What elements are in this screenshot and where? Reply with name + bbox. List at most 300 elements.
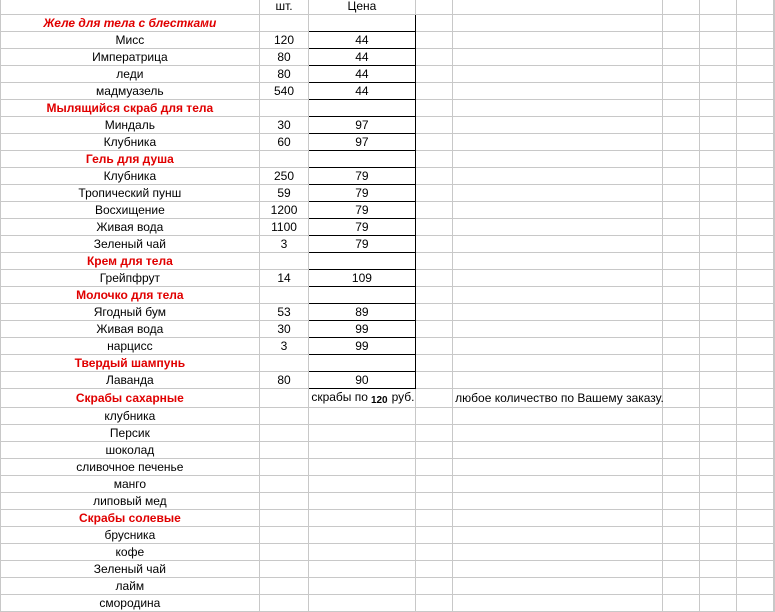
cell[interactable] <box>662 321 699 338</box>
quantity-cell[interactable]: 3 <box>259 236 309 253</box>
quantity-cell[interactable] <box>259 442 309 459</box>
quantity-cell[interactable] <box>259 561 309 578</box>
cell[interactable] <box>773 578 774 595</box>
price-cell[interactable] <box>309 544 415 561</box>
cell[interactable] <box>662 83 699 100</box>
cell[interactable] <box>453 168 663 185</box>
cell[interactable] <box>736 66 773 83</box>
price-cell[interactable] <box>309 510 415 527</box>
price-cell[interactable]: 44 <box>309 66 415 83</box>
cell[interactable] <box>736 49 773 66</box>
cell[interactable] <box>662 544 699 561</box>
cell[interactable] <box>453 408 663 425</box>
quantity-cell[interactable] <box>259 287 309 304</box>
cell[interactable] <box>662 561 699 578</box>
price-cell[interactable] <box>309 355 415 372</box>
cell[interactable] <box>773 372 774 389</box>
cell[interactable] <box>415 151 453 168</box>
cell[interactable] <box>415 202 453 219</box>
cell[interactable] <box>415 527 453 544</box>
cell[interactable] <box>453 100 663 117</box>
cell[interactable] <box>736 151 773 168</box>
cell[interactable] <box>699 510 736 527</box>
price-cell[interactable] <box>309 493 415 510</box>
product-name[interactable]: Клубника <box>1 168 260 185</box>
price-cell[interactable]: 79 <box>309 219 415 236</box>
cell[interactable] <box>736 578 773 595</box>
section-title[interactable]: Гель для душа <box>1 151 260 168</box>
cell[interactable] <box>662 185 699 202</box>
cell[interactable] <box>415 355 453 372</box>
product-name[interactable]: Живая вода <box>1 219 260 236</box>
cell[interactable] <box>415 372 453 389</box>
cell[interactable] <box>773 117 774 134</box>
cell[interactable] <box>773 459 774 476</box>
cell[interactable] <box>736 321 773 338</box>
cell[interactable] <box>415 100 453 117</box>
cell[interactable] <box>415 578 453 595</box>
cell[interactable] <box>699 561 736 578</box>
cell[interactable] <box>453 185 663 202</box>
cell[interactable] <box>453 287 663 304</box>
product-name[interactable]: Зеленый чай <box>1 236 260 253</box>
cell[interactable] <box>415 321 453 338</box>
quantity-cell[interactable] <box>259 15 309 32</box>
product-name[interactable]: Грейпфрут <box>1 270 260 287</box>
cell[interactable] <box>699 83 736 100</box>
cell[interactable] <box>415 32 453 49</box>
cell[interactable] <box>773 236 774 253</box>
cell[interactable] <box>699 442 736 459</box>
cell[interactable] <box>453 442 663 459</box>
cell[interactable] <box>415 510 453 527</box>
price-cell[interactable]: 99 <box>309 321 415 338</box>
section-title[interactable]: Мылящийся скраб для тела <box>1 100 260 117</box>
price-cell[interactable]: 97 <box>309 134 415 151</box>
cell[interactable] <box>415 561 453 578</box>
price-cell[interactable]: 89 <box>309 304 415 321</box>
cell[interactable] <box>415 253 453 270</box>
cell[interactable] <box>773 253 774 270</box>
cell[interactable] <box>453 459 663 476</box>
cell[interactable] <box>699 219 736 236</box>
cell[interactable] <box>699 476 736 493</box>
quantity-cell[interactable]: 1100 <box>259 219 309 236</box>
cell[interactable] <box>699 544 736 561</box>
product-name[interactable]: кофе <box>1 544 260 561</box>
quantity-cell[interactable]: 250 <box>259 168 309 185</box>
cell[interactable] <box>415 408 453 425</box>
cell[interactable] <box>736 561 773 578</box>
cell[interactable] <box>699 32 736 49</box>
cell[interactable] <box>699 338 736 355</box>
product-name[interactable]: Клубника <box>1 134 260 151</box>
cell[interactable] <box>773 32 774 49</box>
quantity-cell[interactable] <box>259 578 309 595</box>
cell[interactable] <box>415 425 453 442</box>
cell[interactable] <box>415 389 453 408</box>
quantity-cell[interactable] <box>259 510 309 527</box>
cell[interactable] <box>453 117 663 134</box>
cell[interactable] <box>453 219 663 236</box>
cell[interactable] <box>415 219 453 236</box>
cell[interactable] <box>773 338 774 355</box>
cell[interactable] <box>662 236 699 253</box>
cell[interactable] <box>699 202 736 219</box>
cell[interactable] <box>699 408 736 425</box>
cell[interactable] <box>736 0 773 15</box>
cell[interactable] <box>662 408 699 425</box>
quantity-cell[interactable]: 59 <box>259 185 309 202</box>
section-title[interactable]: Скрабы сахарные <box>1 389 260 408</box>
cell[interactable] <box>736 510 773 527</box>
quantity-cell[interactable] <box>259 476 309 493</box>
price-cell[interactable]: 79 <box>309 236 415 253</box>
cell[interactable] <box>453 372 663 389</box>
cell[interactable] <box>662 459 699 476</box>
quantity-cell[interactable] <box>259 151 309 168</box>
cell[interactable] <box>736 459 773 476</box>
cell[interactable] <box>415 236 453 253</box>
cell[interactable] <box>699 304 736 321</box>
product-name[interactable]: сливочное печенье <box>1 459 260 476</box>
product-name[interactable]: Персик <box>1 425 260 442</box>
cell[interactable] <box>453 544 663 561</box>
cell[interactable] <box>699 287 736 304</box>
cell[interactable] <box>453 321 663 338</box>
quantity-cell[interactable]: 30 <box>259 321 309 338</box>
cell[interactable] <box>453 527 663 544</box>
cell[interactable] <box>415 595 453 612</box>
cell[interactable] <box>453 578 663 595</box>
product-name[interactable]: Восхищение <box>1 202 260 219</box>
cell[interactable] <box>773 425 774 442</box>
quantity-cell[interactable]: 80 <box>259 49 309 66</box>
quantity-cell[interactable] <box>259 459 309 476</box>
cell[interactable] <box>453 561 663 578</box>
price-cell[interactable] <box>309 561 415 578</box>
cell[interactable] <box>736 408 773 425</box>
price-cell[interactable]: 90 <box>309 372 415 389</box>
cell[interactable] <box>699 578 736 595</box>
cell[interactable] <box>736 355 773 372</box>
cell[interactable] <box>699 0 736 15</box>
cell[interactable] <box>662 425 699 442</box>
cell[interactable] <box>415 270 453 287</box>
cell[interactable] <box>453 32 663 49</box>
price-cell[interactable] <box>309 476 415 493</box>
product-name[interactable]: Ягодный бум <box>1 304 260 321</box>
cell[interactable] <box>736 595 773 612</box>
cell[interactable] <box>736 134 773 151</box>
cell[interactable] <box>699 253 736 270</box>
cell[interactable] <box>453 270 663 287</box>
price-cell[interactable]: 79 <box>309 168 415 185</box>
cell[interactable] <box>453 493 663 510</box>
cell[interactable] <box>699 355 736 372</box>
cell[interactable] <box>415 338 453 355</box>
product-name[interactable]: мадмуазель <box>1 83 260 100</box>
cell[interactable] <box>453 338 663 355</box>
cell[interactable] <box>736 338 773 355</box>
cell[interactable] <box>773 49 774 66</box>
cell[interactable] <box>699 236 736 253</box>
cell[interactable] <box>662 595 699 612</box>
cell[interactable] <box>453 595 663 612</box>
cell[interactable] <box>415 459 453 476</box>
product-name[interactable]: леди <box>1 66 260 83</box>
cell[interactable] <box>699 151 736 168</box>
cell[interactable] <box>699 49 736 66</box>
cell[interactable] <box>699 134 736 151</box>
product-name[interactable]: шоколад <box>1 442 260 459</box>
price-cell[interactable]: 79 <box>309 202 415 219</box>
section-title[interactable]: Крем для тела <box>1 253 260 270</box>
cell[interactable] <box>453 510 663 527</box>
cell[interactable] <box>662 168 699 185</box>
quantity-cell[interactable] <box>259 389 309 408</box>
price-cell[interactable]: 99 <box>309 338 415 355</box>
cell[interactable] <box>662 287 699 304</box>
price-cell[interactable] <box>309 459 415 476</box>
cell[interactable] <box>415 476 453 493</box>
cell[interactable] <box>453 83 663 100</box>
cell[interactable] <box>662 66 699 83</box>
price-cell[interactable]: 79 <box>309 185 415 202</box>
cell[interactable] <box>662 15 699 32</box>
cell[interactable] <box>773 134 774 151</box>
cell[interactable] <box>662 389 699 408</box>
quantity-cell[interactable] <box>259 493 309 510</box>
cell[interactable] <box>699 321 736 338</box>
quantity-cell[interactable]: 60 <box>259 134 309 151</box>
cell[interactable] <box>453 236 663 253</box>
cell[interactable] <box>736 236 773 253</box>
cell[interactable] <box>773 389 774 408</box>
cell[interactable] <box>736 389 773 408</box>
cell[interactable] <box>662 0 699 15</box>
cell[interactable] <box>773 321 774 338</box>
quantity-cell[interactable]: 540 <box>259 83 309 100</box>
quantity-cell[interactable]: 80 <box>259 66 309 83</box>
cell[interactable] <box>662 117 699 134</box>
cell[interactable] <box>699 389 736 408</box>
cell[interactable] <box>773 100 774 117</box>
price-cell[interactable] <box>309 287 415 304</box>
cell[interactable] <box>699 185 736 202</box>
cell[interactable] <box>415 117 453 134</box>
cell[interactable] <box>736 544 773 561</box>
price-cell[interactable] <box>309 15 415 32</box>
price-cell[interactable] <box>309 100 415 117</box>
quantity-cell[interactable] <box>259 425 309 442</box>
cell[interactable] <box>736 185 773 202</box>
cell[interactable] <box>662 372 699 389</box>
cell[interactable] <box>773 151 774 168</box>
quantity-cell[interactable]: 30 <box>259 117 309 134</box>
product-name[interactable]: нарцисс <box>1 338 260 355</box>
quantity-cell[interactable] <box>259 595 309 612</box>
price-cell[interactable] <box>309 151 415 168</box>
cell[interactable] <box>662 134 699 151</box>
price-cell[interactable] <box>309 389 415 408</box>
cell[interactable] <box>453 66 663 83</box>
cell[interactable] <box>699 168 736 185</box>
price-cell[interactable] <box>309 425 415 442</box>
cell[interactable] <box>415 66 453 83</box>
cell[interactable] <box>415 0 453 15</box>
quantity-cell[interactable]: 3 <box>259 338 309 355</box>
cell[interactable] <box>773 219 774 236</box>
cell[interactable] <box>415 287 453 304</box>
cell[interactable] <box>699 493 736 510</box>
cell[interactable] <box>773 544 774 561</box>
cell[interactable] <box>662 355 699 372</box>
cell[interactable] <box>415 15 453 32</box>
product-name[interactable]: липовый мед <box>1 493 260 510</box>
cell[interactable] <box>662 578 699 595</box>
cell[interactable] <box>736 270 773 287</box>
cell[interactable] <box>699 459 736 476</box>
product-name[interactable]: смородина <box>1 595 260 612</box>
cell[interactable] <box>773 355 774 372</box>
cell[interactable] <box>699 270 736 287</box>
cell[interactable] <box>773 287 774 304</box>
price-cell[interactable] <box>309 408 415 425</box>
quantity-cell[interactable] <box>259 253 309 270</box>
cell[interactable] <box>773 304 774 321</box>
cell[interactable] <box>736 219 773 236</box>
cell[interactable] <box>773 66 774 83</box>
cell[interactable] <box>736 168 773 185</box>
cell[interactable] <box>736 372 773 389</box>
quantity-cell[interactable] <box>259 527 309 544</box>
cell[interactable] <box>415 134 453 151</box>
cell[interactable] <box>453 134 663 151</box>
cell[interactable] <box>773 476 774 493</box>
cell[interactable] <box>736 476 773 493</box>
cell[interactable] <box>662 510 699 527</box>
cell[interactable] <box>773 202 774 219</box>
cell[interactable] <box>736 493 773 510</box>
price-cell[interactable]: 109 <box>309 270 415 287</box>
cell[interactable] <box>773 0 774 15</box>
cell[interactable] <box>662 442 699 459</box>
cell[interactable] <box>1 0 260 15</box>
product-name[interactable]: Мисс <box>1 32 260 49</box>
cell[interactable] <box>453 49 663 66</box>
cell[interactable] <box>773 185 774 202</box>
section-title[interactable]: Молочко для тела <box>1 287 260 304</box>
cell[interactable] <box>453 151 663 168</box>
product-name[interactable]: Тропический пунш <box>1 185 260 202</box>
column-header-qty[interactable]: шт. <box>259 0 309 15</box>
cell[interactable] <box>773 493 774 510</box>
price-cell[interactable]: 44 <box>309 83 415 100</box>
cell[interactable] <box>736 15 773 32</box>
cell[interactable] <box>662 219 699 236</box>
cell[interactable] <box>453 253 663 270</box>
cell[interactable] <box>736 83 773 100</box>
cell[interactable] <box>453 476 663 493</box>
cell[interactable] <box>415 304 453 321</box>
price-cell[interactable]: 97 <box>309 117 415 134</box>
product-name[interactable]: Миндаль <box>1 117 260 134</box>
cell[interactable] <box>453 202 663 219</box>
price-cell[interactable] <box>309 253 415 270</box>
cell[interactable] <box>662 493 699 510</box>
cell[interactable] <box>773 595 774 612</box>
cell[interactable] <box>662 100 699 117</box>
product-name[interactable]: брусника <box>1 527 260 544</box>
cell[interactable] <box>736 442 773 459</box>
cell[interactable] <box>662 270 699 287</box>
cell[interactable] <box>453 389 663 408</box>
cell[interactable] <box>453 15 663 32</box>
price-cell[interactable] <box>309 527 415 544</box>
cell[interactable] <box>736 304 773 321</box>
cell[interactable] <box>699 372 736 389</box>
cell[interactable] <box>415 83 453 100</box>
cell[interactable] <box>662 338 699 355</box>
product-name[interactable]: Живая вода <box>1 321 260 338</box>
cell[interactable] <box>415 544 453 561</box>
cell[interactable] <box>736 32 773 49</box>
cell[interactable] <box>453 355 663 372</box>
cell[interactable] <box>699 595 736 612</box>
product-name[interactable]: Лаванда <box>1 372 260 389</box>
cell[interactable] <box>736 117 773 134</box>
product-name[interactable]: манго <box>1 476 260 493</box>
cell[interactable] <box>773 561 774 578</box>
cell[interactable] <box>736 287 773 304</box>
cell[interactable] <box>699 117 736 134</box>
cell[interactable] <box>773 408 774 425</box>
cell[interactable] <box>415 493 453 510</box>
cell[interactable] <box>662 151 699 168</box>
quantity-cell[interactable] <box>259 100 309 117</box>
price-cell[interactable]: 44 <box>309 49 415 66</box>
cell[interactable] <box>415 49 453 66</box>
section-title[interactable]: Твердый шампунь <box>1 355 260 372</box>
cell[interactable] <box>415 442 453 459</box>
cell[interactable] <box>773 168 774 185</box>
cell[interactable] <box>699 15 736 32</box>
price-cell[interactable] <box>309 578 415 595</box>
price-cell[interactable] <box>309 595 415 612</box>
cell[interactable] <box>699 425 736 442</box>
cell[interactable] <box>699 527 736 544</box>
price-cell[interactable] <box>309 442 415 459</box>
quantity-cell[interactable] <box>259 408 309 425</box>
cell[interactable] <box>773 83 774 100</box>
cell[interactable] <box>662 527 699 544</box>
cell[interactable] <box>773 510 774 527</box>
quantity-cell[interactable]: 120 <box>259 32 309 49</box>
cell[interactable] <box>773 270 774 287</box>
cell[interactable] <box>773 15 774 32</box>
product-name[interactable]: клубника <box>1 408 260 425</box>
quantity-cell[interactable]: 53 <box>259 304 309 321</box>
cell[interactable] <box>415 168 453 185</box>
quantity-cell[interactable]: 1200 <box>259 202 309 219</box>
cell[interactable] <box>453 304 663 321</box>
product-name[interactable]: Зеленый чай <box>1 561 260 578</box>
cell[interactable] <box>773 442 774 459</box>
cell[interactable] <box>736 425 773 442</box>
product-name[interactable]: лайм <box>1 578 260 595</box>
cell[interactable] <box>699 100 736 117</box>
